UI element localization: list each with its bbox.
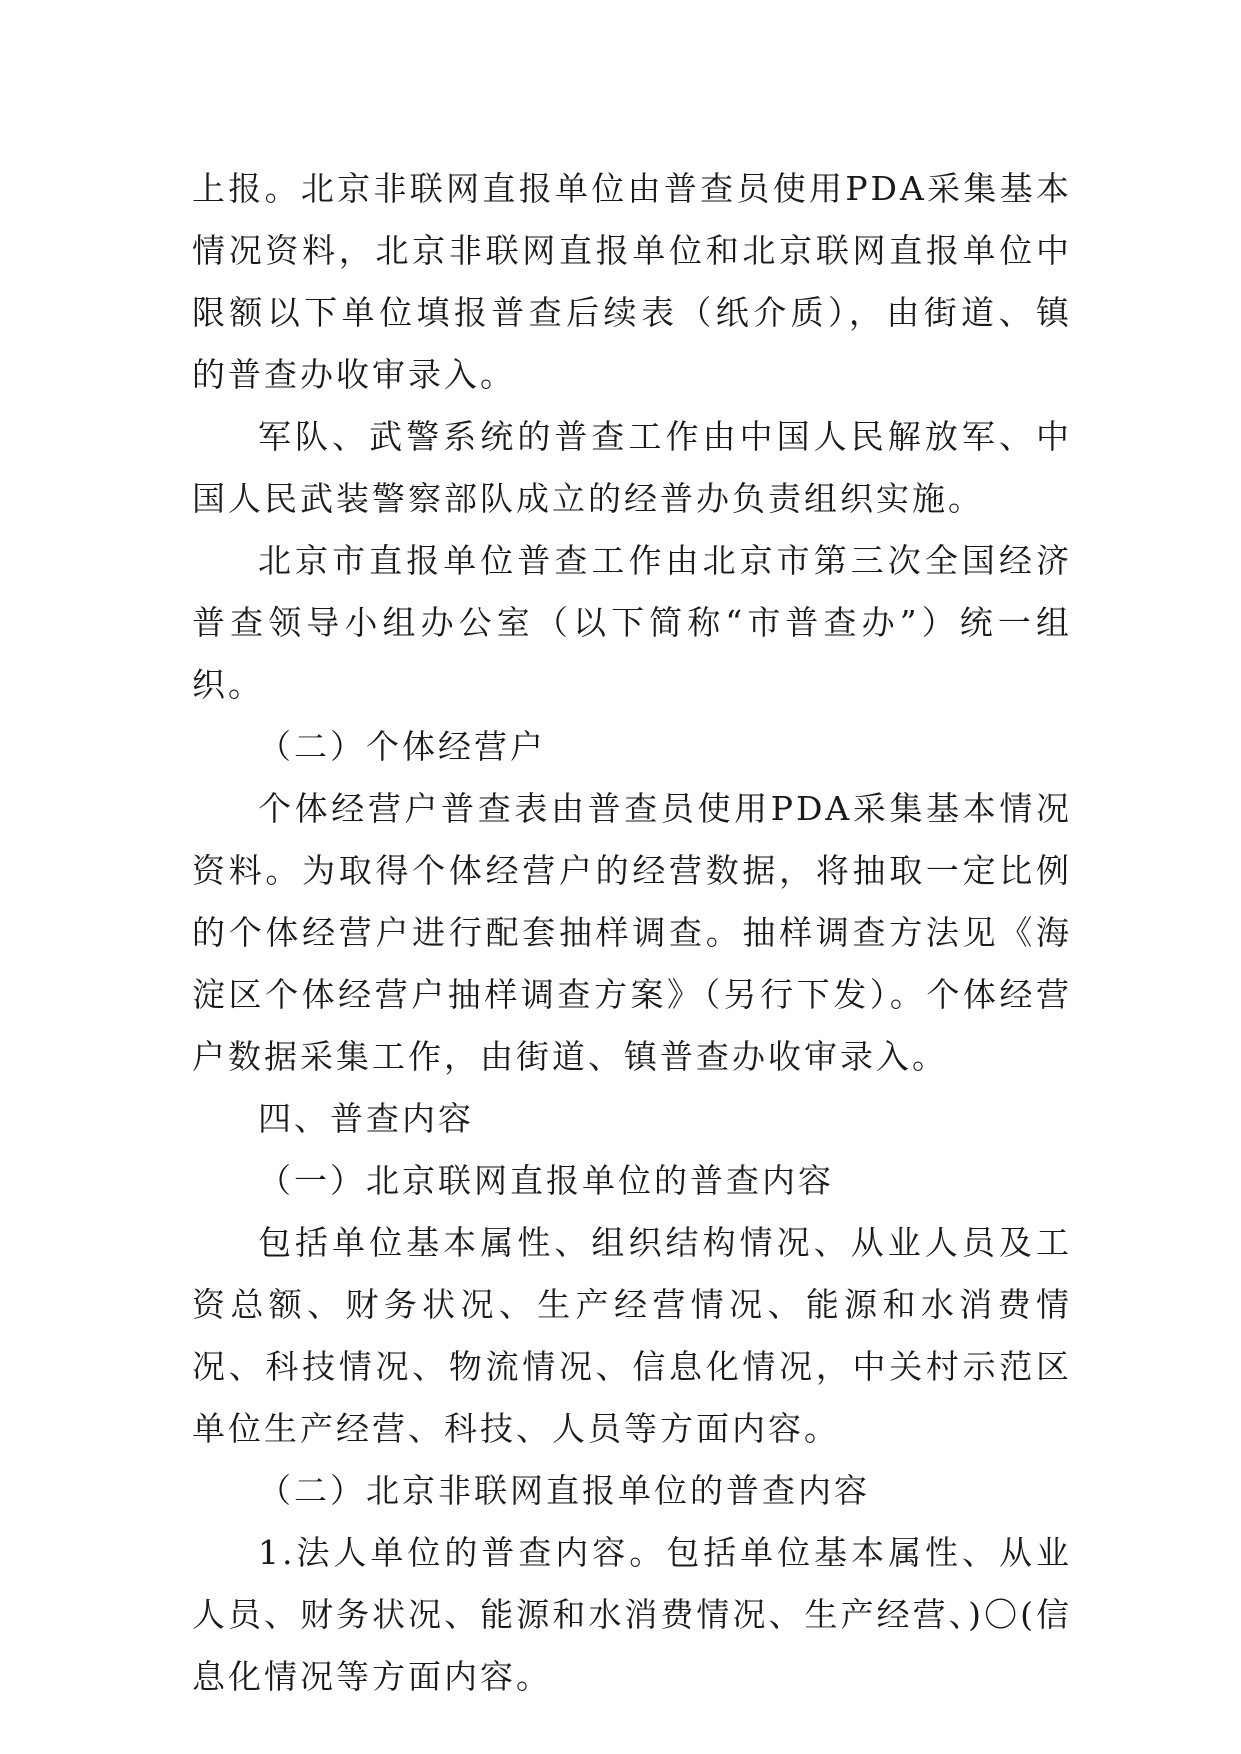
paragraph-military: 军队、武警系统的普查工作由中国人民解放军、中国人民武装警察部队成立的经普办负责组织实施。 — [192, 417, 1072, 518]
paragraph-individual-households: 个体经营户普查表由普查员使用PDA采集基本情况资料。为取得个体经营户的经营数据，将抽取一定比例的个体经营户进行配套抽样调查。抽样调查方法见《海淀区个体经营户抽样调查方案》（另行下发）。个体经营户数据采集工作，由街道、镇普查办收审录入。 — [192, 789, 1072, 1076]
paragraph-direct-report: 北京市直报单位普查工作由北京市第三次全国经济普查领导小组办公室（以下简称“市普查办”）统一组织。 — [192, 541, 1072, 704]
document-body — [192, 158, 1072, 1708]
section-heading-census-content: 四、普查内容 — [258, 1099, 474, 1138]
paragraph-legal-entity-content: 1.法人单位的普查内容。包括单位基本属性、从业人员、财务状况、能源和水消费情况、生产经营、)〇(信息化情况等方面内容。 — [192, 1533, 1072, 1696]
paragraph-networked-units: 包括单位基本属性、组织结构情况、从业人员及工资总额、财务状况、生产经营情况、能源和水消费情况、科技情况、物流情况、信息化情况，中关村示范区单位生产经营、科技、人员等方面内容。 — [192, 1223, 1072, 1448]
subheading-individual-households: （二）个体经营户 — [258, 727, 546, 766]
subheading-non-networked-units: （二）北京非联网直报单位的普查内容 — [258, 1471, 870, 1510]
subheading-networked-units: （一）北京联网直报单位的普查内容 — [258, 1161, 834, 1200]
paragraph-reporting: 上报。北京非联网直报单位由普查员使用PDA采集基本情况资料，北京非联网直报单位和北京联网直报单位中限额以下单位填报普查后续表（纸介质），由街道、镇的普查办收审录入。 — [192, 169, 1072, 394]
